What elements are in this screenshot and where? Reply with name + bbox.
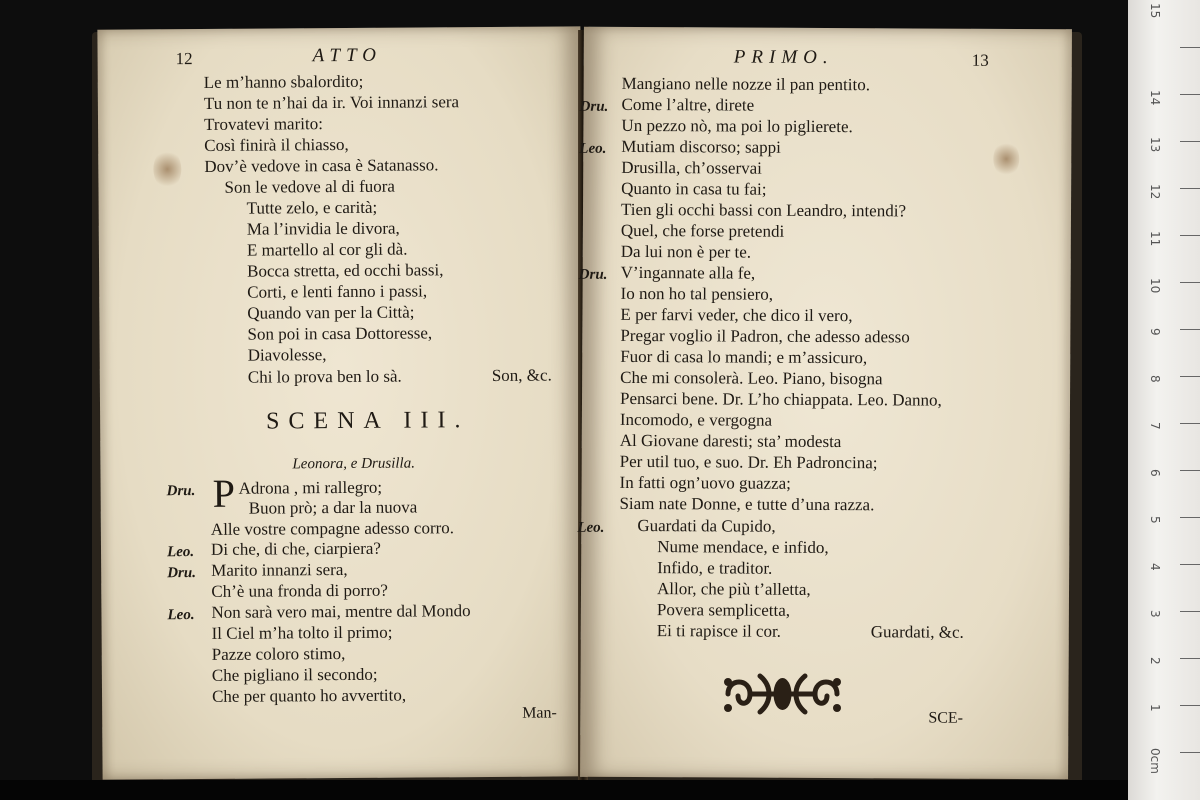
dialogue-text: In fatti ogn’uovo guazza; [619, 472, 791, 493]
speaker-label: Dru. [166, 483, 196, 500]
dialogue-text: Mutiam discorso; sappi [621, 136, 781, 157]
ruler-tick [1180, 329, 1200, 330]
ruler-tick [1180, 564, 1200, 565]
aria-line: Guardati da Cupido, [637, 516, 776, 536]
dialogue-text: Mangiano nelle nozze il pan pentito. [621, 73, 871, 95]
dialogue-text: Siam nate Donne, e tutte d’una razza. [619, 493, 875, 515]
dialogue-text: Pensarci bene. Dr. L’ho chiappata. Leo. Danno, [619, 388, 942, 410]
ruler-tick [1180, 235, 1200, 236]
ruler-label: 2 [1148, 657, 1162, 665]
ruler-tick [1180, 141, 1200, 142]
dialogue-text: Che pigliano il secondo; [211, 664, 378, 685]
dialogue-text: E per farvi veder, che dico il vero, [620, 304, 853, 326]
text-line: Tu non te n’hai da ir. Voi innanzi sera [203, 92, 460, 113]
ruler-tick [1180, 658, 1200, 659]
ruler-label: 12 [1148, 184, 1162, 200]
aria-line: Son le vedove al di fuora [224, 176, 395, 197]
ruler-tick [1180, 705, 1200, 706]
dialogue-text: Incomodo, e vergogna [619, 409, 773, 430]
ruler-label: 10 [1148, 278, 1162, 294]
dialogue-text: Quel, che forse pretendi [620, 220, 785, 241]
dialogue-text: Tien gli occhi bassi con Leandro, intendi? [620, 199, 907, 221]
measuring-ruler [1128, 0, 1200, 800]
aria-line: Bocca stretta, ed occhi bassi, [247, 260, 444, 281]
aria-line: Infido, e traditor. [657, 558, 773, 578]
dialogue-text: Di che, di che, ciarpiera? [210, 538, 381, 559]
aria-cue: Guardati, &c. [870, 622, 964, 642]
ruler-label: 4 [1148, 563, 1162, 571]
aria-line: E martello al cor gli dà. [246, 239, 408, 260]
dialogue-text: Fuor di casa lo mandi; e m’assicuro, [620, 346, 868, 368]
aria-line: Nume mendace, e infido, [657, 537, 829, 558]
dialogue-text: Alle vostre compagne adesso corro. [210, 518, 455, 539]
dialogue-text: Buon prò; a dar la nuova [248, 497, 418, 518]
decorative-ornament [720, 668, 845, 720]
ruler-tick [1180, 376, 1200, 377]
dialogue-text: Che mi consolerà. Leo. Piano, bisogna [620, 367, 883, 389]
stain [993, 141, 1019, 177]
ruler-label: 8 [1148, 375, 1162, 383]
ruler-label: 3 [1148, 610, 1162, 618]
ruler-label: 15 [1148, 3, 1162, 19]
ruler-tick [1180, 470, 1200, 471]
aria-cue: Son, &c. [491, 365, 552, 385]
ruler-label: 7 [1148, 422, 1162, 430]
speaker-label: Dru. [167, 565, 197, 582]
text-line: Trovatevi marito: [203, 114, 323, 134]
dialogue-text: Adrona , mi rallegro; [238, 477, 383, 498]
aria-line: Quando van per la Città; [247, 302, 415, 323]
ruler-tick [1180, 423, 1200, 424]
page-number: 13 [971, 50, 989, 70]
dialogue-text: Che per quanto ho avvertito, [211, 685, 407, 706]
aria-line: Ei ti rapisce il cor. [656, 621, 782, 641]
dialogue-text: Per util tuo, e suo. Dr. Eh Padroncina; [619, 451, 878, 473]
aria-line: Ma l’invidia le divora, [246, 218, 400, 239]
running-head: PRIMO. [733, 46, 834, 69]
ruler-tick [1180, 752, 1200, 753]
ruler-tick [1180, 94, 1200, 95]
ruler-tick [1180, 47, 1200, 48]
dialogue-text: Come l’altre, direte [621, 94, 755, 115]
dialogue-text: Al Giovane daresti; sta’ modesta [619, 430, 842, 452]
dialogue-text: Io non ho tal pensiero, [620, 283, 774, 304]
ruler-label: 1 [1148, 704, 1162, 712]
ruler-label: 5 [1148, 516, 1162, 524]
drop-cap: P [212, 470, 236, 516]
aria-line: Corti, e lenti fanno i passi, [247, 281, 428, 302]
ruler-label: 14 [1148, 90, 1162, 106]
running-head: ATTO [312, 44, 383, 67]
ruler-label: 11 [1148, 231, 1162, 247]
dialogue-text: Drusilla, ch’osservai [621, 157, 762, 178]
speaker-label: Leo. [579, 140, 607, 157]
speaker-label: Dru. [578, 266, 608, 283]
ruler-label: 13 [1148, 137, 1162, 153]
dialogue-text: Quanto in casa tu fai; [621, 178, 767, 199]
speaker-label: Leo. [167, 607, 195, 624]
aria-line: Povera semplicetta, [656, 600, 791, 620]
dialogue-text: Pazze coloro stimo, [211, 643, 346, 664]
left-page [97, 26, 585, 779]
text-line: Così finirà il chiasso, [204, 134, 349, 155]
speaker-label: Leo. [166, 544, 195, 561]
dialogue-text: Un pezzo nò, ma poi lo piglierete. [621, 115, 853, 137]
speaker-label: Dru. [579, 98, 609, 115]
right-page [577, 27, 1072, 780]
table-shadow [0, 780, 1130, 800]
speaker-label: Leo. [577, 519, 605, 536]
aria-line: Chi lo prova ben lo sà. [247, 366, 402, 387]
stain [153, 149, 181, 189]
dialogue-text: Marito innanzi sera, [211, 559, 348, 580]
ruler-label: 9 [1148, 328, 1162, 336]
page-number: 12 [175, 49, 193, 69]
catchword: SCE- [928, 709, 964, 727]
catchword: Man- [522, 704, 557, 722]
dialogue-text: Da lui non è per te. [620, 241, 752, 262]
ruler-tick [1180, 282, 1200, 283]
ruler-label: 6 [1148, 469, 1162, 477]
dialogue-text: Pregar voglio il Padron, che adesso adesso [620, 325, 910, 347]
text-line: Le m’hanno sbalordito; [203, 71, 364, 92]
scene-characters: Leonora, e Drusilla. [292, 455, 415, 473]
ruler-tick [1180, 188, 1200, 189]
ruler-label: 0cm [1148, 748, 1162, 774]
dialogue-text: V’ingannate alla fe, [620, 262, 756, 283]
aria-line: Diavolesse, [247, 345, 327, 365]
aria-line: Tutte zelo, e carità; [246, 197, 378, 218]
dialogue-text: Ch’è una fronda di porro? [211, 580, 388, 601]
text-line: Dov’è vedove in casa è Satanasso. [204, 155, 439, 176]
dialogue-text: Il Ciel m’ha tolto il primo; [211, 622, 393, 643]
aria-line: Son poi in casa Dottoresse, [247, 323, 433, 344]
aria-line: Allor, che più t’alletta, [656, 579, 811, 599]
ruler-tick [1180, 611, 1200, 612]
scene-title: SCENA III. [266, 407, 470, 435]
ruler-tick [1180, 517, 1200, 518]
dialogue-text: Non sarà vero mai, mentre dal Mondo [211, 601, 471, 622]
